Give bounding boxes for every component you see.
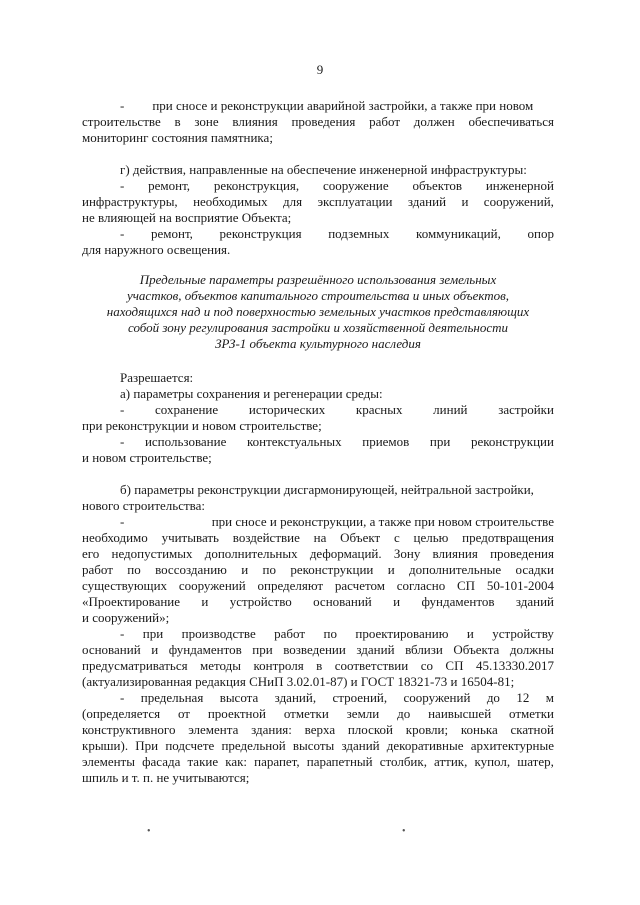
- word: при реконструкции и новом строительстве;: [82, 418, 322, 433]
- word: строительстве: [82, 114, 161, 129]
- word: устройству: [492, 626, 554, 641]
- word: на: [313, 530, 327, 545]
- word: от: [177, 706, 190, 721]
- word: при: [142, 626, 164, 641]
- text-line: [82, 242, 554, 257]
- word: сооружений: [178, 578, 246, 593]
- text-line: [120, 178, 554, 193]
- word: подземных: [328, 226, 390, 241]
- word: обеспечиваться: [468, 114, 554, 129]
- word: скатной: [510, 722, 554, 737]
- word: объектов: [412, 178, 463, 193]
- word: здания:: [251, 722, 292, 737]
- text-line: [120, 370, 554, 385]
- word: деформаций.: [309, 546, 382, 561]
- word: отметки: [283, 706, 329, 721]
- word: нового строительства:: [82, 498, 205, 513]
- text-line: [120, 690, 554, 705]
- word: для: [282, 194, 303, 209]
- word: расчетом: [334, 578, 385, 593]
- word: элемента: [188, 722, 239, 737]
- word: до: [397, 706, 411, 721]
- text-line: [82, 594, 554, 609]
- word: -: [120, 402, 125, 417]
- word: -: [120, 178, 125, 193]
- word: сооружений: [403, 690, 471, 705]
- word: и: [201, 594, 209, 609]
- word: крыши).: [82, 738, 129, 753]
- word: оснований: [82, 642, 141, 657]
- text-line: [82, 770, 554, 785]
- word: -: [120, 434, 125, 449]
- word: эксплуатации: [317, 194, 393, 209]
- text-line: [120, 98, 554, 113]
- word: должен: [413, 114, 455, 129]
- word: согласно: [396, 578, 446, 593]
- word: плоской: [347, 722, 393, 737]
- word: 12: [516, 690, 530, 705]
- word: влияния: [432, 546, 478, 561]
- word: не влияющей на восприятие Объекта;: [82, 210, 292, 225]
- word: исторических: [248, 402, 326, 417]
- word: 50-101-2004: [486, 578, 554, 593]
- word: проектированию: [355, 626, 449, 641]
- word: проведения: [291, 114, 356, 129]
- word: а) параметры сохранения и регенерации среды:: [120, 386, 383, 401]
- word: воздействие: [232, 530, 300, 545]
- word: и: [387, 562, 395, 577]
- text-line: [82, 578, 554, 593]
- word: застройки: [498, 402, 554, 417]
- word: СП: [456, 578, 476, 593]
- word: и: [151, 642, 159, 657]
- footer-mark: •: [402, 826, 406, 837]
- word: возведении: [283, 642, 346, 657]
- word: фундаментов: [168, 642, 242, 657]
- word: опор: [527, 226, 554, 241]
- heading-line: находящихся над и под поверхностью земельных участков представляющих: [106, 304, 530, 319]
- text-line: [82, 498, 554, 513]
- text-line: [120, 626, 554, 641]
- word: оснований: [313, 594, 372, 609]
- word: строений,: [332, 690, 388, 705]
- word: целью: [413, 530, 449, 545]
- text-line: [120, 482, 554, 497]
- word: -: [120, 514, 125, 529]
- word: г) действия, направленные на обеспечение инженерной инфраструктуры:: [120, 162, 527, 177]
- text-line: [82, 114, 554, 129]
- text-line: [82, 610, 554, 625]
- word: ремонт,: [148, 178, 191, 193]
- word: должны: [509, 642, 554, 657]
- word: по: [127, 562, 141, 577]
- word: отметки: [509, 706, 554, 721]
- text-line: [82, 706, 554, 721]
- heading-line: ЗРЗ-1 объекта культурного наследия: [215, 336, 421, 351]
- word: шатер,: [517, 754, 554, 769]
- word: в: [174, 114, 181, 129]
- text-line: [82, 754, 554, 769]
- word: и: [393, 594, 401, 609]
- word: Объект: [340, 530, 381, 545]
- word: зданий: [407, 194, 447, 209]
- word: и: [466, 626, 474, 641]
- word: до: [486, 690, 500, 705]
- word: необходимых: [193, 194, 268, 209]
- word: м: [545, 690, 554, 705]
- text-line: [120, 226, 554, 241]
- word: линий: [433, 402, 468, 417]
- word: -: [120, 690, 125, 705]
- text-line: [120, 434, 554, 449]
- word: Разрешается:: [120, 370, 194, 385]
- word: декоративные: [386, 738, 464, 753]
- word: реконструкция,: [213, 178, 300, 193]
- word: работ: [274, 626, 306, 641]
- word: элементы: [82, 754, 135, 769]
- word: столбик,: [379, 754, 427, 769]
- word: высота: [219, 690, 259, 705]
- word: б) параметры реконструкции дисгармонирующей, нейтральной застройки,: [120, 482, 534, 497]
- text-line: [82, 418, 554, 433]
- word: контроля: [253, 658, 304, 673]
- word: при: [252, 642, 273, 657]
- word: подсчете: [165, 738, 215, 753]
- word: реконструкции: [290, 562, 374, 577]
- heading-line: собой зону регулирования застройки и хозяйственной деятельности: [128, 320, 508, 335]
- word: учитывать: [161, 530, 219, 545]
- word: (актуализированная редакция СНиП 3.02.01-87) и ГОСТ 18321-73 и 16504-81;: [82, 674, 515, 689]
- word: высоты: [292, 738, 335, 753]
- word: «Проектирование: [82, 594, 181, 609]
- word: предельной: [221, 738, 286, 753]
- word: производстве: [181, 626, 256, 641]
- word: и новом строительстве;: [82, 450, 212, 465]
- text-line: [82, 210, 554, 225]
- word: зданий: [341, 738, 380, 753]
- word: парапет,: [254, 754, 300, 769]
- text-line: [82, 658, 554, 673]
- word: необходимо: [82, 530, 148, 545]
- word: (определяется: [82, 706, 161, 721]
- word: такие: [187, 754, 219, 769]
- word: приемов: [362, 434, 410, 449]
- word: работ: [82, 562, 113, 577]
- word: 45.13330.2017: [475, 658, 554, 673]
- word: недопустимых: [111, 546, 193, 561]
- text-line: [82, 530, 554, 545]
- text-line: [82, 642, 554, 657]
- word: контекстуальных: [246, 434, 342, 449]
- word: Зону: [393, 546, 421, 561]
- text-line: [82, 194, 554, 209]
- word: СП: [445, 658, 464, 673]
- text-line: [82, 562, 554, 577]
- word: мониторинг состояния памятника;: [82, 130, 273, 145]
- word: работ: [369, 114, 401, 129]
- word: его: [82, 546, 100, 561]
- word: предельная: [140, 690, 204, 705]
- word: красных: [355, 402, 403, 417]
- word: определяют: [257, 578, 324, 593]
- word: При: [135, 738, 159, 753]
- word: коммуникаций,: [416, 226, 501, 241]
- word: при сносе и реконструкции, а также при новом строительстве: [211, 514, 554, 529]
- word: сохранение: [155, 402, 219, 417]
- text-line: [120, 514, 554, 529]
- word: проектной: [207, 706, 266, 721]
- word: при сносе и реконструкции аварийной застройки, а также при новом: [152, 98, 534, 113]
- word: зоне: [194, 114, 219, 129]
- word: архитектурные: [470, 738, 554, 753]
- word: наивысшей: [428, 706, 492, 721]
- word: и: [461, 194, 469, 209]
- word: шпиль и т. п. не учитываются;: [82, 770, 250, 785]
- word: вблизи: [405, 642, 443, 657]
- word: предотвращения: [462, 530, 554, 545]
- word: осадки: [515, 562, 554, 577]
- word: конька: [460, 722, 498, 737]
- word: Объекта: [453, 642, 500, 657]
- word: в: [316, 658, 323, 673]
- word: парапетный: [306, 754, 373, 769]
- word: устройство: [229, 594, 292, 609]
- heading-line: Предельные параметры разрешённого использования земельных: [139, 272, 497, 287]
- word: кровли;: [405, 722, 449, 737]
- word: по: [323, 626, 337, 641]
- word: соответствии: [334, 658, 409, 673]
- word: сооружений,: [483, 194, 554, 209]
- word: -: [120, 626, 125, 641]
- word: влияния: [232, 114, 278, 129]
- text-line: [120, 386, 554, 401]
- word: конструктивного: [82, 722, 176, 737]
- word: инфраструктуры,: [82, 194, 178, 209]
- text-line: [82, 722, 554, 737]
- word: инженерной: [485, 178, 554, 193]
- word: аттик,: [434, 754, 468, 769]
- word: методы: [200, 658, 242, 673]
- page-number: 9: [316, 62, 324, 77]
- word: как:: [225, 754, 248, 769]
- word: использование: [144, 434, 227, 449]
- word: по: [262, 562, 277, 577]
- text-line: [120, 162, 554, 177]
- word: существующих: [82, 578, 168, 593]
- word: купол,: [474, 754, 511, 769]
- text-line: [120, 402, 554, 417]
- text-line: [82, 130, 554, 145]
- footer-mark: •: [147, 826, 151, 837]
- text-line: [82, 738, 554, 753]
- text-line: [82, 450, 554, 465]
- word: -: [120, 226, 125, 241]
- word: воссозданию: [155, 562, 227, 577]
- word: реконструкции: [470, 434, 554, 449]
- word: при: [429, 434, 451, 449]
- word: зданий: [515, 594, 554, 609]
- heading-line: участков, объектов капитального строительства и иных объектов,: [126, 288, 510, 303]
- word: предусматриваться: [82, 658, 188, 673]
- word: и: [241, 562, 249, 577]
- word: зданий,: [274, 690, 317, 705]
- word: -: [120, 98, 125, 113]
- word: фасада: [142, 754, 181, 769]
- word: проведения: [490, 546, 554, 561]
- word: со: [420, 658, 433, 673]
- text-line: [82, 674, 554, 689]
- word: и сооружений»;: [82, 610, 170, 625]
- word: верха: [304, 722, 336, 737]
- word: для наружного освещения.: [82, 242, 231, 257]
- word: фундаментов: [421, 594, 495, 609]
- word: зданий: [356, 642, 395, 657]
- word: сооружение: [322, 178, 389, 193]
- word: дополнительные: [409, 562, 502, 577]
- word: дополнительных: [204, 546, 298, 561]
- word: земли: [346, 706, 380, 721]
- text-line: [82, 546, 554, 561]
- word: реконструкция: [219, 226, 302, 241]
- word: с: [393, 530, 400, 545]
- word: ремонт,: [150, 226, 193, 241]
